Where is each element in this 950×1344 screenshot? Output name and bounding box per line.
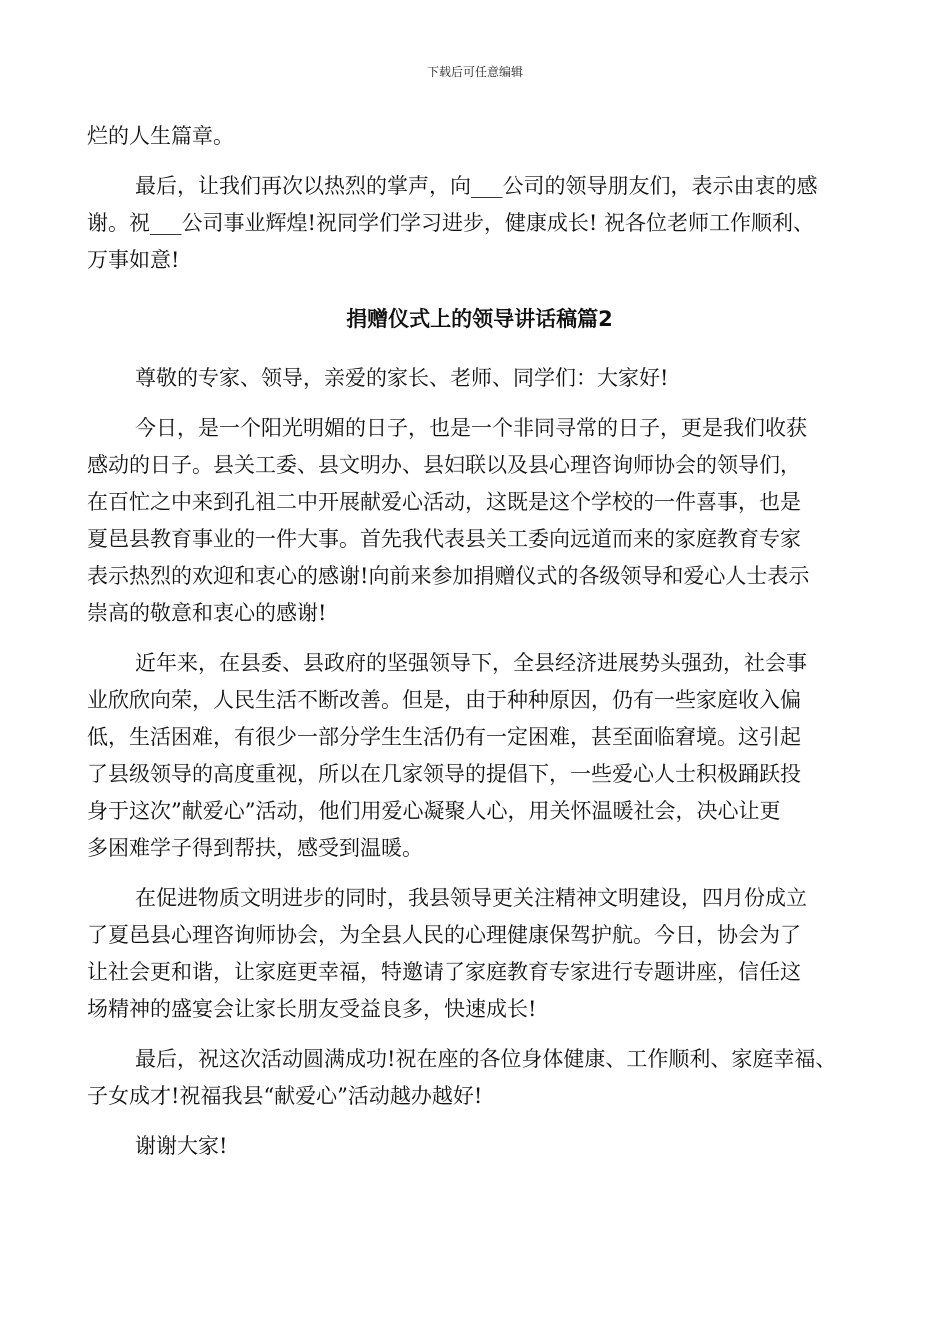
text-line: 烂的人生篇章。	[87, 124, 234, 148]
paragraph-thanks	[87, 1128, 872, 1165]
text-line: 让社会更和谐，让家庭更幸福，特邀请了家庭教育专家进行专题讲座，信任这	[87, 960, 801, 984]
text-line: 子女成才!祝福我县“献爱心”活动越办越好!	[87, 1084, 483, 1108]
text-line: 崇高的敬意和衷心的感谢!	[87, 601, 327, 625]
paragraph-closing-fragment	[87, 118, 872, 155]
paragraph-background	[87, 645, 872, 867]
text-line: 近年来，在县委、县政府的坚强领导下，全县经济进展势头强劲，社会事	[135, 651, 807, 675]
text-line: 夏邑县教育事业的一件大事。首先我代表县关工委向远道而来的家庭教育专家	[87, 527, 801, 551]
text-line: 感动的日子。县关工委、县文明办、县妇联以及县心理咨询师协会的领导们，	[87, 453, 801, 477]
text-line: 最后，让我们再次以热烈的掌声，向___公司的领导朋友们，表示由衷的感	[135, 174, 818, 198]
text-line: 多困难学子得到帮扶，感受到温暖。	[87, 836, 423, 860]
text-line: 低，生活困难，有很少一部分学生生活仍有一定困难，甚至面临窘境。这引起	[87, 725, 801, 749]
text-line: 在促进物质文明进步的同时，我县领导更关注精神文明建设，四月份成立	[135, 886, 807, 910]
text-line: 身于这次”献爱心”活动，他们用爱心凝聚人心，用关怀温暖社会，决心让更	[87, 799, 781, 823]
section-heading: 捐赠仪式上的领导讲话稿篇2	[346, 307, 613, 331]
text-line: 场精神的盛宴会让家长朋友受益良多，快速成长!	[87, 997, 537, 1021]
document-body	[87, 118, 872, 1165]
text-line: 表示热烈的欢迎和衷心的感谢!向前来参加捐赠仪式的各级领导和爱心人士表示	[87, 564, 810, 588]
text-line: 了县级领导的高度重视，所以在几家领导的提倡下，一些爱心人士积极踊跃投	[87, 762, 801, 786]
paragraph-greeting	[87, 360, 872, 397]
paragraph-opening	[87, 410, 872, 632]
paragraph-spiritual	[87, 880, 872, 1028]
text-line: 最后，祝这次活动圆满成功!祝在座的各位身体健康、工作顺利、家庭幸福、	[135, 1047, 837, 1071]
paragraph-wishes	[87, 1041, 872, 1115]
paragraph-final-thanks	[87, 168, 872, 279]
text-line: 万事如意!	[87, 248, 180, 272]
text-line: 了夏邑县心理咨询师协会，为全县人民的心理健康保驾护航。今日，协会为了	[87, 923, 801, 947]
text-line: 尊敬的专家、领导，亲爱的家长、老师、同学们：大家好!	[135, 366, 669, 390]
text-line: 谢。祝___公司事业辉煌!祝同学们学习进步，健康成长! 祝各位老师工作顺利、	[87, 211, 815, 235]
text-line: 今日，是一个阳光明媚的日子，也是一个非同寻常的日子，更是我们收获	[135, 416, 807, 440]
text-line: 业欣欣向荣，人民生活不断改善。但是，由于种种原因，仍有一些家庭收入偏	[87, 688, 801, 712]
text-line: 谢谢大家!	[135, 1134, 228, 1158]
text-line: 在百忙之中来到孔祖二中开展献爱心活动，这既是这个学校的一件喜事，也是	[87, 490, 801, 514]
page-header: 下载后可任意编辑	[426, 65, 523, 79]
